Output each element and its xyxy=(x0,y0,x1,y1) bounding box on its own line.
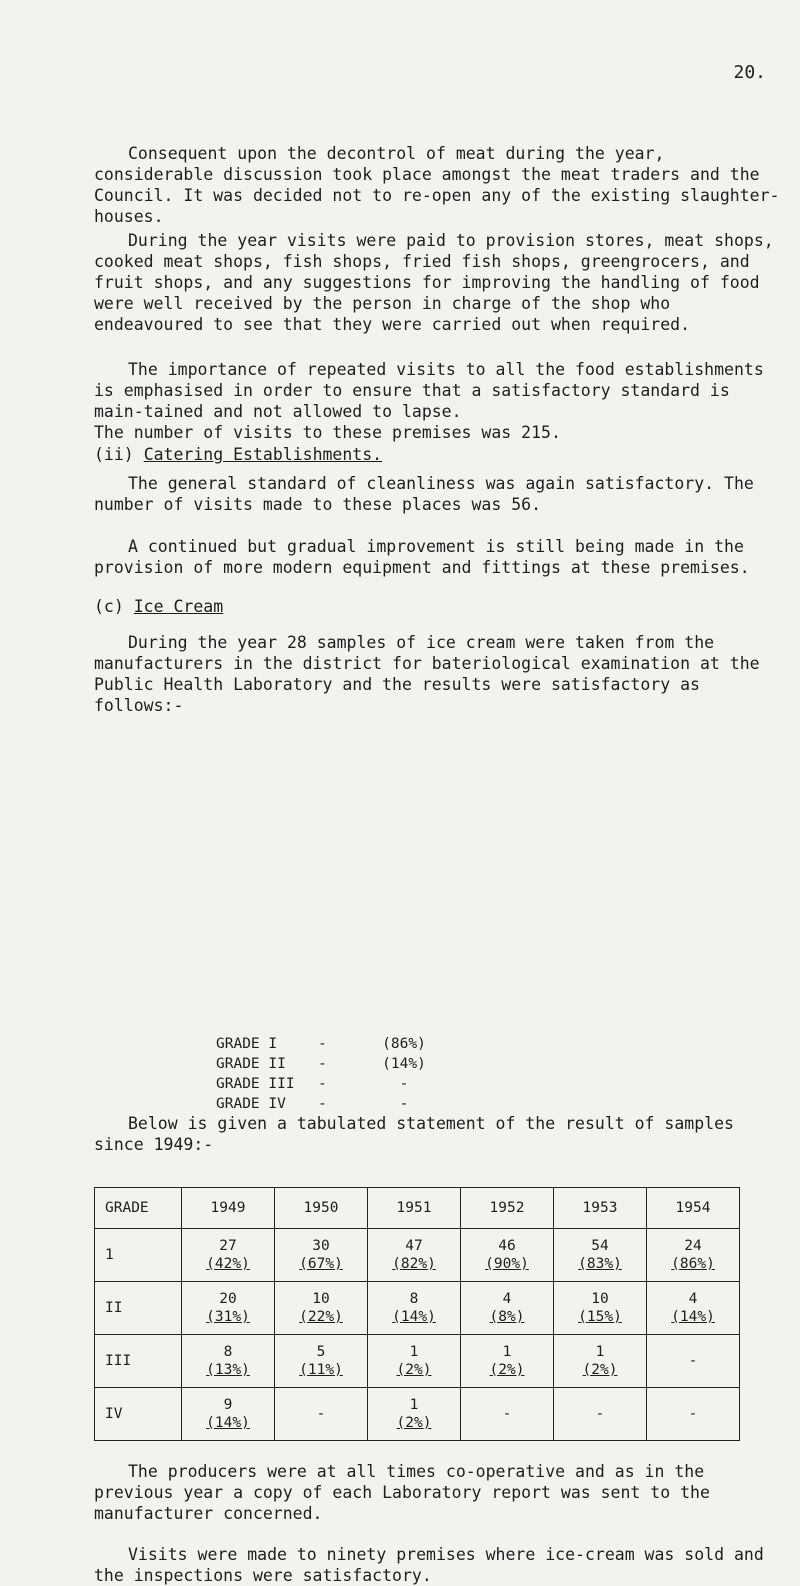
paragraph-samples xyxy=(94,632,784,716)
paragraph-producers xyxy=(94,1461,784,1524)
heading-catering xyxy=(94,444,784,465)
table-cell: 46 (90%) xyxy=(461,1229,554,1282)
table-cell: - xyxy=(647,1335,740,1388)
column-header: 1951 xyxy=(368,1188,461,1229)
row-grade: IV xyxy=(95,1388,182,1441)
column-header: 1954 xyxy=(647,1188,740,1229)
grade-dash: - xyxy=(318,1036,327,1052)
heading-ice-cream xyxy=(94,596,784,617)
grade-label: GRADE II xyxy=(216,1056,286,1072)
table-cell: 24 (86%) xyxy=(647,1229,740,1282)
grades-summary xyxy=(216,1034,434,1114)
table-cell: 8 (13%) xyxy=(182,1335,275,1388)
grade-dash: - xyxy=(318,1096,327,1112)
table-cell: 10 (22%) xyxy=(275,1282,368,1335)
grade-value: - xyxy=(399,1076,409,1092)
heading-title: Catering Establishments. xyxy=(143,445,383,464)
table-cell: 8 (14%) xyxy=(368,1282,461,1335)
results-table xyxy=(94,1187,740,1441)
paragraph-text: The importance of repeated visits to all the food establishments is emphasised in order to ensure that a satisfactory standard is main-tained and not allowed to lapse. xyxy=(94,360,764,421)
table-cell: 20 (31%) xyxy=(182,1282,275,1335)
paragraph-importance xyxy=(94,359,784,443)
table-row xyxy=(95,1335,740,1388)
row-grade: II xyxy=(95,1282,182,1335)
paragraph-text: During the year 28 samples of ice cream were taken from the manufacturers in the district for bateriological examination at the Public Health Laboratory and the results were satisfactory as follows:- xyxy=(94,633,760,715)
grade-value: (14%) xyxy=(382,1056,426,1072)
page-number: 20. xyxy=(733,62,766,83)
table-cell: 54 (83%) xyxy=(554,1229,647,1282)
grade-label: GRADE III xyxy=(216,1076,295,1092)
table-cell: 27 (42%) xyxy=(182,1229,275,1282)
heading-number: (c) xyxy=(94,597,124,616)
grade-row xyxy=(216,1094,434,1114)
paragraph-text: During the year visits were paid to provision stores, meat shops, cooked meat shops, fish shops, fried fish shops, greengrocers, and fruit shops, and any suggestions for improving the handling of food were well received by the person in charge of the shop who endeavoured to see that they were carried out when required. xyxy=(94,231,774,334)
paragraph-visits xyxy=(94,230,784,335)
table-cell: 47 (82%) xyxy=(368,1229,461,1282)
column-header: 1953 xyxy=(554,1188,647,1229)
table-row xyxy=(95,1229,740,1282)
table-cell: - xyxy=(461,1388,554,1441)
grade-value: (86%) xyxy=(382,1036,426,1052)
column-header: 1949 xyxy=(182,1188,275,1229)
grade-value: - xyxy=(399,1096,409,1112)
paragraph-improvement xyxy=(94,536,784,578)
paragraph-ninety-premises xyxy=(94,1544,784,1586)
paragraph-text: Below is given a tabulated statement of the result of samples since 1949:- xyxy=(94,1114,734,1154)
heading-title: Ice Cream xyxy=(133,597,224,616)
row-grade: III xyxy=(95,1335,182,1388)
paragraph-meat-decontrol xyxy=(94,143,784,227)
table-cell: 4 (14%) xyxy=(647,1282,740,1335)
table-cell: - xyxy=(647,1388,740,1441)
table-cell: 1 (2%) xyxy=(461,1335,554,1388)
grade-dash: - xyxy=(318,1076,327,1092)
paragraph-text: The general standard of cleanliness was again satisfactory. The number of visits made to these places was 56. xyxy=(94,474,754,514)
grade-row xyxy=(216,1074,434,1094)
table-header-row xyxy=(95,1188,740,1229)
grade-label: GRADE IV xyxy=(216,1096,286,1112)
heading-number: (ii) xyxy=(94,445,134,464)
table-cell: 9 (14%) xyxy=(182,1388,275,1441)
row-grade: 1 xyxy=(95,1229,182,1282)
table-cell: 4 (8%) xyxy=(461,1282,554,1335)
table-cell: 1 (2%) xyxy=(368,1335,461,1388)
table-cell: - xyxy=(554,1388,647,1441)
table-cell: 1 (2%) xyxy=(554,1335,647,1388)
grade-row xyxy=(216,1034,434,1054)
column-header: GRADE xyxy=(95,1188,182,1229)
grade-label: GRADE I xyxy=(216,1036,278,1052)
paragraph-text: Visits were made to ninety premises where ice-cream was sold and the inspections were satisfactory. xyxy=(94,1545,764,1585)
paragraph-cleanliness xyxy=(94,473,784,515)
paragraph-text: A continued but gradual improvement is still being made in the provision of more modern equipment and fittings at these premises. xyxy=(94,537,750,577)
table-cell: - xyxy=(275,1388,368,1441)
table-cell: 5 (11%) xyxy=(275,1335,368,1388)
table-cell: 30 (67%) xyxy=(275,1229,368,1282)
table-row xyxy=(95,1282,740,1335)
table-cell: 1 (2%) xyxy=(368,1388,461,1441)
paragraph-text: Consequent upon the decontrol of meat during the year, considerable discussion took place amongst the meat traders and the Council. It was decided not to re-open any of the existing slaughter-houses. xyxy=(94,144,780,226)
grade-dash: - xyxy=(318,1056,327,1072)
table-row xyxy=(95,1388,740,1441)
column-header: 1950 xyxy=(275,1188,368,1229)
column-header: 1952 xyxy=(461,1188,554,1229)
paragraph-table-intro xyxy=(94,1113,784,1155)
grade-row xyxy=(216,1054,434,1074)
table-cell: 10 (15%) xyxy=(554,1282,647,1335)
paragraph-text: The producers were at all times co-operative and as in the previous year a copy of each Laboratory report was sent to the manufacturer concerned. xyxy=(94,1462,710,1523)
paragraph-text: The number of visits to these premises was 215. xyxy=(94,423,561,442)
